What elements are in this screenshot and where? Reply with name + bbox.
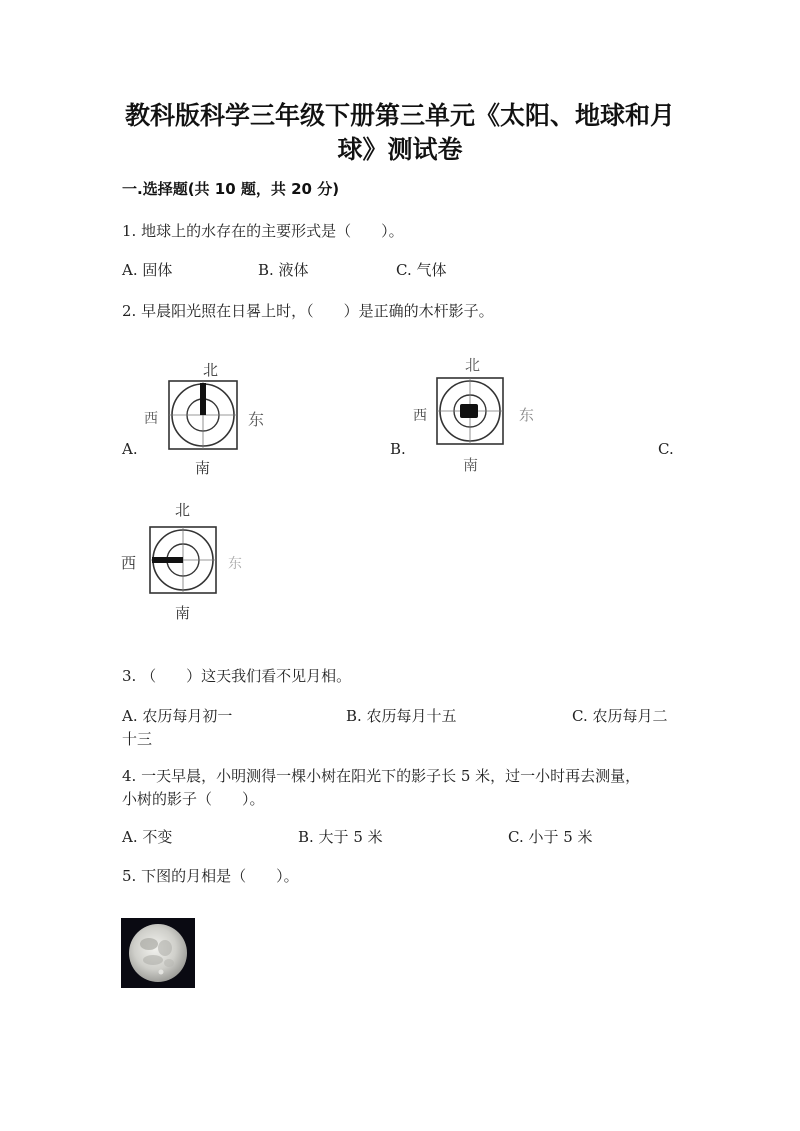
sundial-a-figure (140, 355, 280, 480)
question-2-stem: 2. 早晨阳光照在日晷上时，（ ）是正确的木杆影子。 (122, 302, 494, 320)
question-4-option-b: B. 大于 5 米 (298, 828, 383, 846)
question-3-option-a: A. 农历每月初一 (122, 707, 233, 725)
full-moon-image (121, 918, 195, 988)
question-4-option-a: A. 不变 (122, 828, 173, 846)
sundial-a-west-label: 西 (144, 411, 158, 427)
sundial-b-west-label: 西 (413, 408, 427, 424)
sundial-c-north-label: 北 (175, 501, 191, 519)
sundial-c-south-label: 南 (175, 604, 191, 622)
sundial-a-east-label: 东 (248, 410, 265, 429)
question-1-option-c: C. 气体 (396, 261, 447, 279)
question-4-option-c: C. 小于 5 米 (508, 828, 593, 846)
sundial-c-figure (115, 495, 255, 625)
question-1-option-a: A. 固体 (122, 261, 173, 279)
sundial-b-shadow (460, 404, 478, 418)
question-4-stem-line1: 4. 一天早晨，小明测得一棵小树在阳光下的影子长 5 米，过一小时再去测量， (122, 767, 641, 785)
question-3-option-c-continued: 十三 (122, 730, 153, 748)
question-5-stem: 5. 下图的月相是（ ）。 (122, 867, 299, 885)
page-title-line1: 教科版科学三年级下册第三单元《太阳、地球和月 (124, 101, 675, 130)
question-1-stem: 1. 地球上的水存在的主要形式是（ ）。 (122, 222, 404, 240)
question-2-option-a: A. (122, 440, 138, 458)
section-heading: 一.选择题(共 10 题，共 20 分) (122, 180, 340, 198)
sundial-b-north-label: 北 (465, 356, 481, 374)
question-3-option-c: C. 农历每月二 (572, 707, 668, 725)
sundial-b-figure (405, 350, 545, 475)
question-1-option-b: B. 液体 (258, 261, 309, 279)
sundial-c-west-label: 西 (121, 554, 137, 572)
sundial-b-east-label: 东 (519, 406, 535, 424)
sundial-c-east-label: 东 (228, 556, 242, 572)
question-4-stem-line2: 小树的影子（ ）。 (122, 790, 265, 808)
sundial-a-south-label: 南 (195, 459, 211, 477)
sundial-b-south-label: 南 (463, 456, 479, 474)
page-title-line2: 球》测试卷 (337, 135, 463, 164)
question-3-stem: 3. （ ）这天我们看不见月相。 (122, 667, 352, 685)
sundial-c-shadow (152, 557, 183, 563)
sundial-a-shadow (200, 383, 206, 415)
question-2-option-c: C. (658, 440, 674, 458)
question-2-option-b: B. (390, 440, 406, 458)
question-3-option-b: B. 农历每月十五 (346, 707, 457, 725)
sundial-a-north-label: 北 (203, 361, 219, 379)
